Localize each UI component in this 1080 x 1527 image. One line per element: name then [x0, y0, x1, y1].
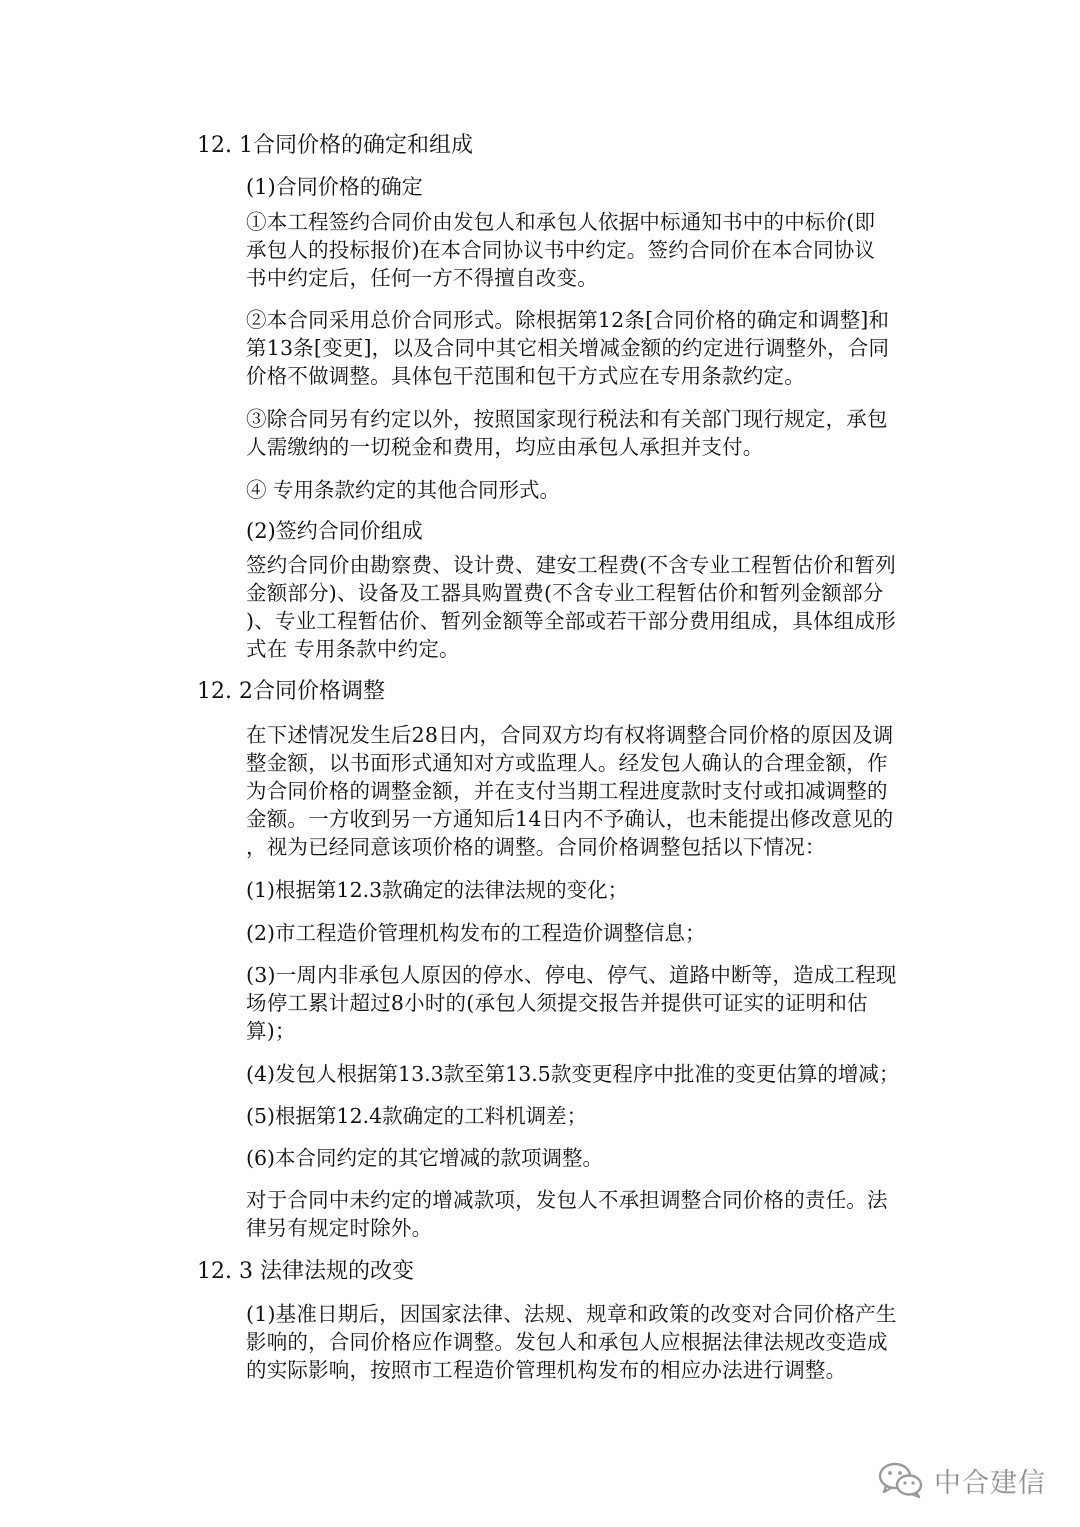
text-line: 的实际影响，按照市工程造价管理机构发布的相应办法进行调整。 — [246, 1358, 847, 1382]
wechat-icon — [878, 1461, 924, 1499]
text-line: 金额部分)、设备及工器具购置费(不含专业工程暂估价和暂列金额部分 — [246, 581, 884, 605]
text-line: 影响的，合同价格应作调整。发包人和承包人应根据法律法规改变造成 — [246, 1330, 888, 1354]
text-line: 为合同价格的调整金额，并在支付当期工程进度款时支付或扣减调整的 — [246, 779, 888, 803]
text-line: ③除合同另有约定以外，按照国家现行税法和有关部门现行规定，承包 — [246, 407, 888, 431]
text-line: 式在 专用条款中约定。 — [246, 637, 460, 661]
section-12-2-item-1: (1)根据第12.3款确定的法律法规的变化； — [246, 878, 629, 902]
text-line: 签约合同价由勘察费、设计费、建安工程费(不含专业工程暂估价和暂列 — [246, 553, 896, 577]
watermark-text: 中合建信 — [934, 1467, 1046, 1499]
text-line: 整金额，以书面形式通知对方或监理人。经发包人确认的合理金额，作 — [246, 751, 888, 775]
section-12-1-paragraph-5 — [246, 551, 916, 663]
text-line: 场停工累计超过8小时的(承包人须提交报告并提供可证实的证明和估 — [246, 991, 868, 1015]
section-12-3-paragraph-1 — [246, 1300, 916, 1384]
watermark — [878, 1458, 1046, 1502]
text-line: 承包人的投标报价)在本合同协议书中约定。签约合同价在本合同协议 — [246, 238, 876, 262]
section-12-2-paragraph-2 — [246, 1186, 916, 1242]
text-line: (1)基准日期后，因国家法律、法规、规章和政策的改变对合同价格产生 — [246, 1302, 897, 1326]
text-line: (3)一周内非承包人原因的停水、停电、停气、道路中断等，造成工程现 — [246, 963, 897, 987]
section-12-1-sub1: (1)合同价格的确定 — [246, 175, 423, 199]
section-12-3-title: 12. 3 法律法规的改变 — [197, 1259, 414, 1284]
text-line: ①本工程签约合同价由发包人和承包人依据中标通知书中的中标价(即 — [246, 210, 876, 234]
text-line: ，视为已经同意该项价格的调整。合同价格调整包括以下情况： — [246, 835, 826, 859]
section-12-2-item-5: (5)根据第12.4款确定的工料机调差； — [246, 1104, 588, 1128]
text-line: 第13条[变更]，以及合同中其它相关增减金额的约定进行调整外，合同 — [246, 336, 890, 360]
text-line: 对于合同中未约定的增减款项，发包人不承担调整合同价格的责任。法 — [246, 1188, 888, 1212]
text-line: 在下述情况发生后28日内，合同双方均有权将调整合同价格的原因及调 — [246, 723, 894, 747]
section-12-2-title: 12. 2合同价格调整 — [197, 679, 385, 704]
text-line: )、专业工程暂估价、暂列金额等全部或若干部分费用组成，具体组成形 — [246, 609, 896, 633]
section-12-2-item-2: (2)市工程造价管理机构发布的工程造价调整信息； — [246, 921, 706, 945]
text-line: 算)； — [246, 1019, 296, 1043]
text-line: 人需缴纳的一切税金和费用，均应由承包人承担并支付。 — [246, 435, 764, 459]
section-12-2-item-3 — [246, 961, 916, 1045]
section-12-2-item-6: (6)本合同约定的其它增减的款项调整。 — [246, 1146, 604, 1170]
section-12-1-title: 12. 1合同价格的确定和组成 — [197, 133, 473, 158]
text-line: 律另有规定时除外。 — [246, 1216, 433, 1240]
section-12-2-paragraph-1 — [246, 721, 916, 861]
section-12-1-paragraph-4: ④ 专用条款约定的其他合同形式。 — [246, 478, 561, 502]
section-12-1-sub2: (2)签约合同价组成 — [246, 519, 423, 543]
section-12-1-paragraph-1 — [246, 208, 916, 292]
text-line: 书中约定后，任何一方不得擅自改变。 — [246, 266, 598, 290]
text-line: 价格不做调整。具体包干范围和包干方式应在专用条款约定。 — [246, 364, 805, 388]
text-line: 金额。一方收到另一方通知后14日内不予确认，也未能提出修改意见的 — [246, 807, 894, 831]
section-12-1-paragraph-2 — [246, 306, 916, 390]
section-12-1-paragraph-3 — [246, 405, 916, 461]
text-line: ②本合同采用总价合同形式。除根据第12条[合同价格的确定和调整]和 — [246, 308, 890, 332]
section-12-2-item-4: (4)发包人根据第13.3款至第13.5款变更程序中批准的变更估算的增减； — [246, 1062, 900, 1086]
